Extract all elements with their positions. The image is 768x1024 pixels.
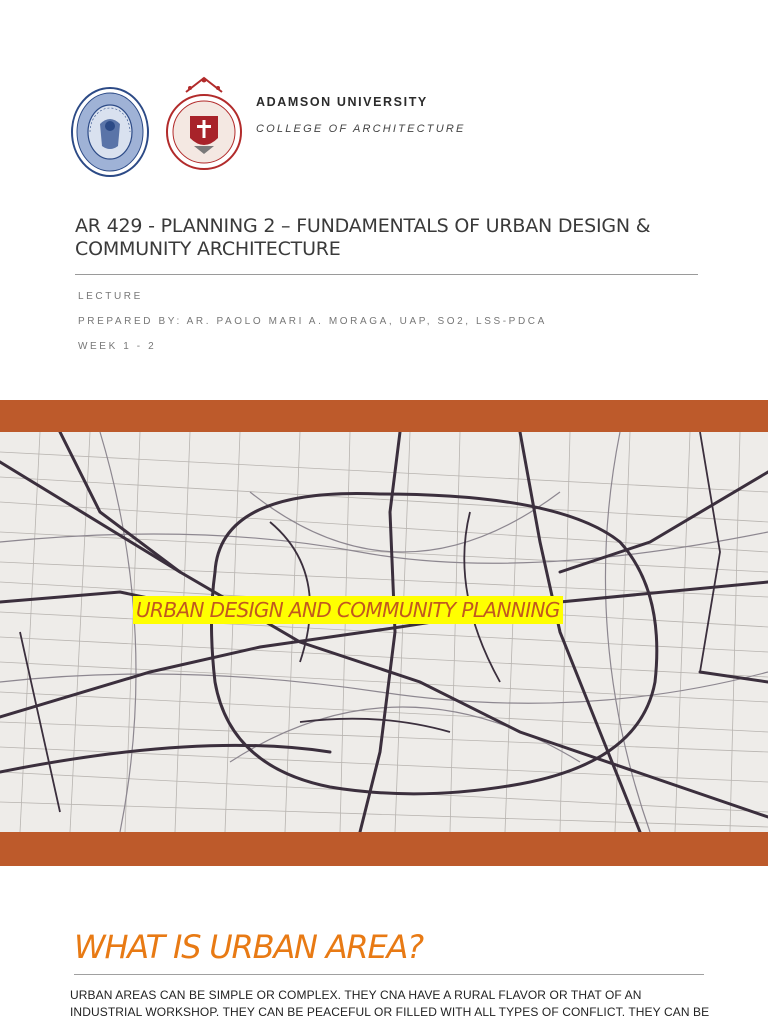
course-title: AR 429 - PLANNING 2 – FUNDAMENTALS OF URBAN DESIGN & COMMUNITY ARCHITECTURE	[75, 215, 651, 260]
title-divider	[75, 274, 698, 275]
banner-bottom-band	[0, 832, 768, 866]
university-name: ADAMSON UNIVERSITY	[256, 95, 428, 109]
prepared-by: PREPARED BY: AR. PAOLO MARI A. MORAGA, UAP, SO2, LSS-PDCA	[78, 316, 547, 327]
lecture-label: LECTURE	[78, 291, 143, 302]
banner-caption: URBAN DESIGN AND COMMUNITY PLANNING	[133, 596, 563, 624]
week-label: WEEK 1 - 2	[78, 341, 157, 352]
college-of-architecture-seal	[164, 74, 244, 174]
section-divider	[74, 974, 704, 975]
section-body: URBAN AREAS CAN BE SIMPLE OR COMPLEX. THEY CNA HAVE A RURAL FLAVOR OR THAT OF AN INDUSTRIAL WORKSHOP. THEY CAN BE PEACEFUL OR FILLED WITH ALL TYPES OF CONFLICT. THEY CAN BE	[70, 988, 710, 1019]
adamson-university-seal	[70, 86, 150, 178]
college-name: COLLEGE OF ARCHITECTURE	[256, 123, 466, 135]
section-heading: WHAT IS URBAN AREA?	[74, 928, 423, 966]
city-map-image	[0, 432, 768, 832]
banner-top-band	[0, 400, 768, 432]
